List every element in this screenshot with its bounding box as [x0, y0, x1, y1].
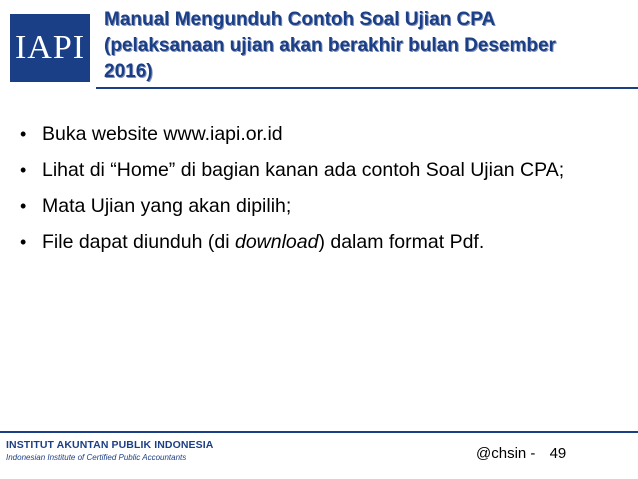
iapi-logo	[10, 14, 90, 82]
bullet-text: Mata Ujian yang akan dipilih;	[42, 195, 292, 217]
footer-divider	[0, 431, 638, 433]
bullet-item	[20, 157, 620, 183]
bullet-text-pre: File dapat diunduh (di	[42, 231, 235, 253]
title-line-3: 2016)	[104, 61, 153, 82]
bullet-item	[20, 121, 620, 147]
bullet-text: Buka website www.iapi.or.id	[42, 123, 283, 145]
footer-author: @chsin -	[476, 445, 536, 462]
bullet-item	[20, 229, 620, 255]
bullet-icon: •	[20, 160, 27, 180]
title-divider	[96, 87, 638, 89]
bullet-item	[20, 193, 620, 219]
footer-org-subtitle: Indonesian Institute of Certified Public Accountants	[6, 453, 187, 462]
logo-text: IAPI	[14, 29, 86, 66]
bullet-icon: •	[20, 124, 27, 144]
footer-org-name: INSTITUT AKUNTAN PUBLIK INDONESIA	[6, 439, 214, 451]
bullet-text-emphasis: download	[234, 231, 319, 253]
bullet-text: Lihat di “Home” di bagian kanan ada contoh Soal Ujian CPA;	[42, 159, 565, 181]
footer-right	[476, 445, 566, 462]
title-line-2: (pelaksanaan ujian akan berakhir bulan Desember	[104, 35, 556, 56]
title-line-1: Manual Mengunduh Contoh Soal Ujian CPA	[104, 9, 496, 30]
bullet-text-post: ) dalam format Pdf.	[318, 231, 485, 253]
bullet-icon: •	[20, 232, 27, 252]
bullet-icon: •	[20, 196, 27, 216]
bullet-list	[20, 121, 620, 265]
page-number: 49	[549, 445, 567, 462]
slide-title	[104, 7, 624, 85]
